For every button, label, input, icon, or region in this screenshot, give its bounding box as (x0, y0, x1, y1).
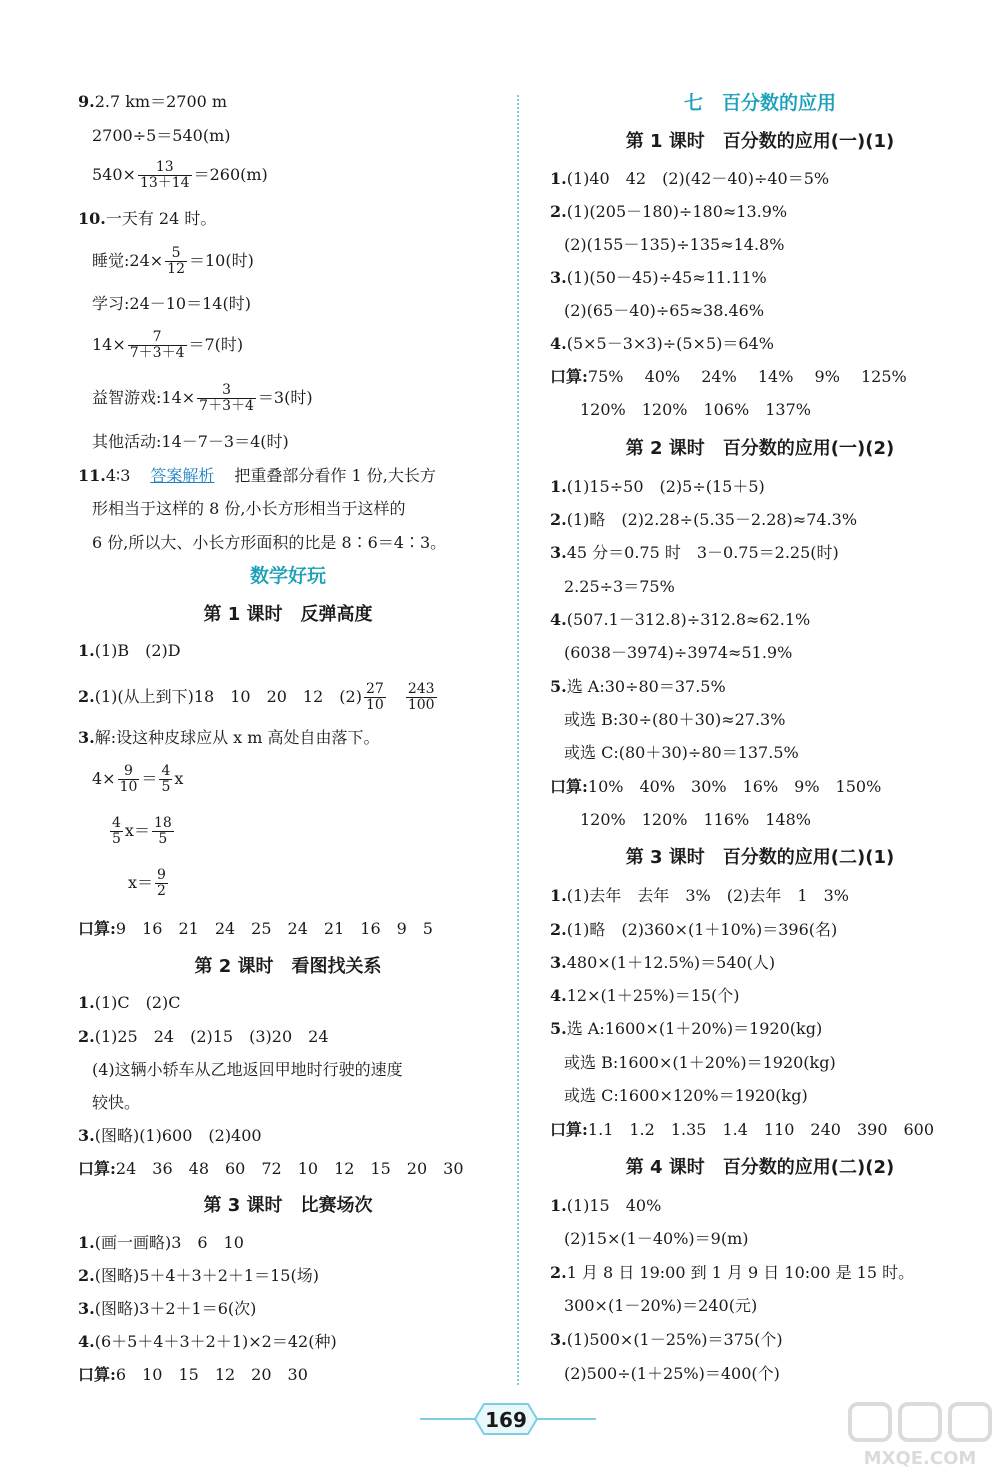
lesson-title-r1: 第 1 课时 百分数的应用(一)(1) (625, 131, 895, 152)
footer-line-left (420, 1418, 476, 1420)
l1-q3-eq3: x＝ $\frac{9}{2}$ (128, 867, 166, 899)
r4-q1-b: (2)15×(1－40%)＝9(m) (564, 1229, 749, 1248)
q10-other: 其他活动:14－7－3＝4(时) (92, 432, 289, 451)
l1-q3: 3.解:设这种皮球应从 x m 高处自由落下。 (78, 728, 380, 747)
r2-q5: 5.选 A:30÷80＝37.5% (550, 677, 726, 696)
l2-mental-math: 口算:24 36 48 60 72 10 12 15 20 30 (78, 1159, 464, 1178)
r1-q2-b: (2)(155－135)÷135≈14.8% (564, 235, 785, 254)
r2-q2: 2.(1)略 (2)2.28÷(5.35－2.28)≈74.3% (550, 510, 858, 529)
watermark-logo (840, 1400, 1000, 1470)
r1-mental-math-b: 120% 120% 106% 137% (580, 400, 811, 419)
r1-q4: 4.(5×5－3×3)÷(5×5)＝64% (550, 334, 774, 353)
l3-q4: 4.(6＋5＋4＋3＋2＋1)×2＝42(种) (78, 1332, 337, 1351)
q9: 9.2.7 km＝2700 m (78, 92, 228, 111)
r1-q3: 3.(1)(50－45)÷45≈11.11% (550, 268, 767, 287)
r2-q3: 3.45 分＝0.75 时 3－0.75＝2.25(时) (550, 543, 839, 562)
q10-game: 益智游戏:14× $\frac{3}{7+3+4}$ ＝3(时) (92, 382, 313, 414)
l1-q1: 1.(1)B (2)D (78, 641, 181, 660)
lesson-title-l1: 第 1 课时 反弹高度 (203, 604, 373, 625)
column-divider (517, 95, 519, 1385)
q10-line4: 14× $\frac{7}{7+3+4}$ ＝7(时) (92, 329, 244, 361)
r1-q2: 2.(1)(205－180)÷180≈13.9% (550, 202, 788, 221)
r4-q2: 2.1 月 8 日 19:00 到 1 月 9 日 10:00 是 15 时。 (550, 1263, 915, 1282)
l2-q2-line3: 较快。 (92, 1093, 141, 1112)
section-title-math-fun: 数学好玩 (249, 565, 326, 587)
lesson-title-l2: 第 2 课时 看图找关系 (194, 956, 382, 977)
footer-line-right (536, 1418, 596, 1420)
l1-q2: 2.(1)(从上到下)18 10 20 12 (2) $\frac{27}{10}$ $\frac{243}{100}$ (78, 681, 435, 713)
l2-q3: 3.(图略)(1)600 (2)400 (78, 1126, 262, 1145)
r1-mental-math: 口算:75% 40% 24% 14% 9% 125% (550, 367, 907, 386)
q11-line3: 6 份,所以大、小长方形面积的比是 8∶6＝4∶3。 (92, 533, 447, 552)
r2-q1: 1.(1)15÷50 (2)5÷(15＋5) (550, 477, 765, 496)
r2-mental-math-b: 120% 120% 116% 148% (580, 810, 811, 829)
q11-line2: 形相当于这样的 8 份,小长方形相当于这样的 (92, 499, 406, 518)
r3-q5-b: 或选 B:1600×(1＋20%)＝1920(kg) (564, 1053, 836, 1072)
q10: 10.一天有 24 时。 (78, 209, 217, 228)
r2-q5-b: 或选 B:30÷(80＋30)≈27.3% (564, 710, 786, 729)
l1-q3-eq2: $\frac{4}{5}$ x＝ $\frac{18}{5}$ (112, 815, 172, 847)
r4-q3: 3.(1)500×(1－25%)＝375(个) (550, 1330, 783, 1349)
q10-study: 学习:24－10＝14(时) (92, 294, 251, 313)
l3-q1: 1.(画一画略)3 6 10 (78, 1233, 244, 1252)
r3-q4: 4.12×(1＋25%)＝15(个) (550, 986, 740, 1005)
lesson-title-r3: 第 3 课时 百分数的应用(二)(1) (625, 847, 895, 868)
r3-q5-c: 或选 C:1600×120%＝1920(kg) (564, 1086, 808, 1105)
page-number: 169 (485, 1408, 527, 1432)
lesson-title-l3: 第 3 课时 比赛场次 (203, 1195, 373, 1216)
r2-q4: 4.(507.1－312.8)÷312.8≈62.1% (550, 610, 811, 629)
r3-q3: 3.480×(1＋12.5%)＝540(人) (550, 953, 776, 972)
answer-analysis-tag: 答案解析 (150, 466, 215, 485)
l2-q1: 1.(1)C (2)C (78, 993, 181, 1012)
l3-q3: 3.(图略)3＋2＋1＝6(次) (78, 1299, 257, 1318)
r3-q1: 1.(1)去年 去年 3% (2)去年 1 3% (550, 886, 849, 905)
q9-line2: 2700÷5＝540(m) (92, 126, 231, 145)
l2-q2: 2.(1)25 24 (2)15 (3)20 24 (78, 1027, 329, 1046)
r4-q3-b: (2)500÷(1＋25%)＝400(个) (564, 1364, 780, 1383)
r3-q2: 2.(1)略 (2)360×(1＋10%)＝396(名) (550, 920, 838, 939)
r2-q3-b: 2.25÷3＝75% (564, 577, 675, 596)
l2-q2-line2: (4)这辆小轿车从乙地返回甲地时行驶的速度 (92, 1060, 403, 1079)
r3-q5: 5.选 A:1600×(1＋20%)＝1920(kg) (550, 1019, 823, 1038)
q11: 11.4∶3 答案解析 把重叠部分看作 1 份,大长方 (78, 466, 436, 485)
section-title-percent: 七 百分数的应用 (683, 92, 836, 114)
lesson-title-r4: 第 4 课时 百分数的应用(二)(2) (625, 1157, 895, 1178)
r2-q4-b: (6038－3974)÷3974≈51.9% (564, 643, 793, 662)
r4-q2-b: 300×(1－20%)＝240(元) (564, 1296, 758, 1315)
r4-q1: 1.(1)15 40% (550, 1196, 662, 1215)
lesson-title-r2: 第 2 课时 百分数的应用(一)(2) (625, 438, 895, 459)
watermark-text: MXQE.COM (863, 1448, 977, 1469)
r1-q3-b: (2)(65－40)÷65≈38.46% (564, 301, 765, 320)
l1-mental-math: 口算:9 16 21 24 25 24 21 16 9 5 (78, 919, 433, 938)
r2-q5-c: 或选 C:(80＋30)÷80＝137.5% (564, 743, 799, 762)
r1-q1: 1.(1)40 42 (2)(42－40)÷40＝5% (550, 169, 830, 188)
l3-q2: 2.(图略)5＋4＋3＋2＋1＝15(场) (78, 1266, 319, 1285)
q10-sleep: 睡觉:24× $\frac{5}{12}$ ＝10(时) (92, 245, 254, 277)
l1-q3-eq1: 4× $\frac{9}{10}$ ＝ $\frac{4}{5}$ x (92, 763, 184, 795)
r2-mental-math: 口算:10% 40% 30% 16% 9% 150% (550, 777, 882, 796)
r3-mental-math: 口算:1.1 1.2 1.35 1.4 110 240 390 600 (550, 1120, 935, 1139)
q9-line3: 540× $\frac{13}{13+14}$ ＝260(m) (92, 159, 268, 191)
l3-mental-math: 口算:6 10 15 12 20 30 (78, 1365, 308, 1384)
